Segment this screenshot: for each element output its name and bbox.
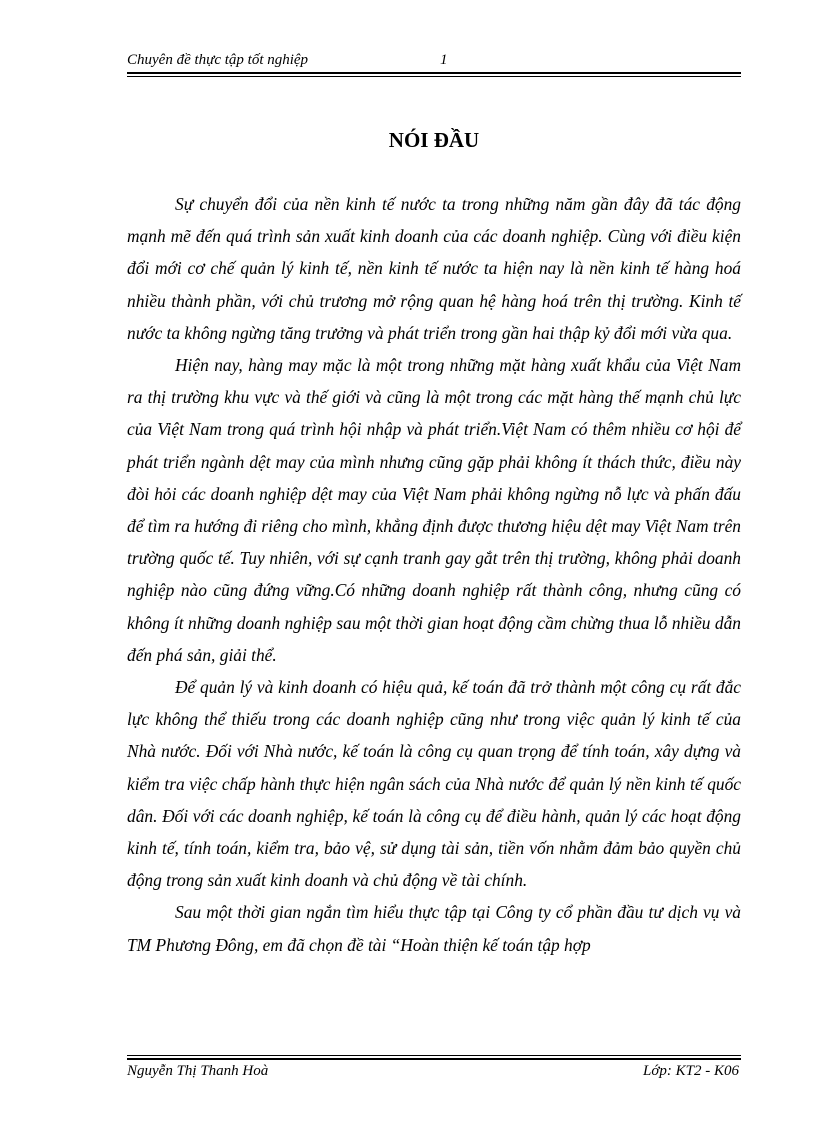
- paragraph: Hiện nay, hàng may mặc là một trong những mặt hàng xuất khẩu của Việt Nam ra thị trường khu vực và thế giới và cũng là một trong các mặt hàng thế mạnh chủ lực của Việt Nam trong quá trình hội nhập và phát triển.Việt Nam có thêm nhiều cơ hội để phát triển ngành dệt may của mình nhưng cũng gặp phải không ít thách thức, điều này đòi hỏi các doanh nghiệp dệt may của Việt Nam phải không ngừng nỗ lực và phấn đấu để tìm ra hướng đi riêng cho mình, khẳng định được thương hiệu dệt may Việt Nam trên trường quốc tế. Tuy nhiên, với sự cạnh tranh gay gắt trên thị trường, không phải doanh nghiệp nào cũng đứng vững.Có những doanh nghiệp rất thành công, nhưng cũng có không ít những doanh nghiệp sau một thời gian hoạt động cầm chừng thua lỗ nhiều dẫn đến phá sản, giải thể.: [127, 355, 741, 665]
- footer-rule-thin: [127, 1055, 741, 1056]
- document-title: Chuyên đề thực tập tốt nghiệp: [127, 52, 309, 68]
- footer-rule: [127, 1058, 741, 1060]
- paragraph: Sự chuyển đổi của nền kinh tế nước ta trong những năm gần đây đã tác động mạnh mẽ đến quá trình sản xuất kinh doanh của các doanh nghiệp. Cùng với điều kiện đổi mới cơ chế quản lý kinh tế, nền kinh tế nước ta hiện nay là nền kinh tế hàng hoá nhiều thành phần, với chủ trương mở rộng quan hệ hàng hoá trên thị trường. Kinh tế nước ta không ngừng tăng trưởng và phát triển trong gần hai thập kỷ đổi mới vừa qua.: [127, 194, 741, 343]
- paragraph: Sau một thời gian ngắn tìm hiểu thực tập tại Công ty cổ phần đầu tư dịch vụ và TM Phương Đông, em đã chọn đề tài “Hoàn thiện kế toán tập hợp: [127, 902, 741, 955]
- header-rule: [127, 72, 741, 74]
- document-body: [127, 188, 741, 961]
- class-label: Lớp: KT2 - K06: [643, 1063, 739, 1079]
- page-number: 1: [440, 52, 448, 68]
- author-name: Nguyễn Thị Thanh Hoà: [127, 1063, 269, 1079]
- section-heading: NÓI ĐẦU: [388, 128, 480, 152]
- paragraph: Để quản lý và kinh doanh có hiệu quả, kế toán đã trở thành một công cụ rất đắc lực không thể thiếu trong các doanh nghiệp cũng như trong việc quản lý kinh tế của Nhà nước. Đối với Nhà nước, kế toán là công cụ quan trọng để tính toán, xây dựng và kiểm tra việc chấp hành thực hiện ngân sách của Nhà nước để quản lý nền kinh tế quốc dân. Đối với các doanh nghiệp, kế toán là công cụ để điều hành, quản lý các hoạt động kinh tế, tính toán, kiểm tra, bảo vệ, sử dụng tài sản, tiền vốn nhằm đảm bảo quyền chủ động trong sản xuất kinh doanh và chủ động về tài chính.: [127, 677, 741, 891]
- header-rule-thin: [127, 76, 741, 77]
